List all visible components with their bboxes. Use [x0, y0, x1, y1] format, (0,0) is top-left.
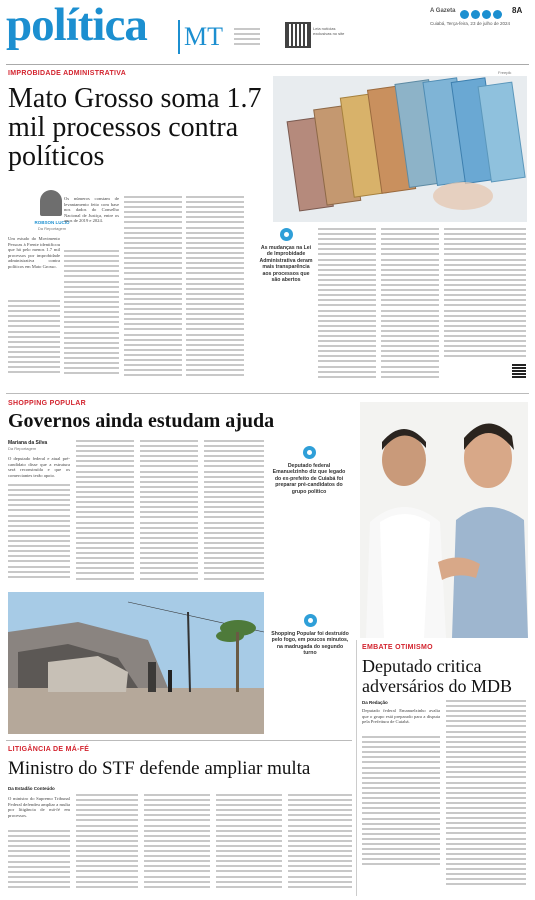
story4-kicker: LITIGÂNCIA DE MÁ-FÉ — [8, 746, 90, 753]
story2-photo2-caption: Shopping Popular foi destruído pelo fogo, em poucos minutos, na madrugada do segundo turno — [270, 614, 350, 657]
story2-author-role: Da Reportagem — [8, 446, 37, 451]
masthead — [0, 0, 535, 64]
story1-author-name: ROBSON LUCIO — [34, 220, 70, 225]
section-rule-1 — [6, 393, 529, 394]
story4-text-lines-col3 — [144, 794, 210, 894]
qr-code-icon[interactable] — [287, 24, 309, 46]
page-number: 8A — [512, 6, 523, 15]
story1-author-avatar — [40, 190, 62, 216]
story1-text-lines-col3 — [124, 196, 182, 380]
story2-text-lines-col2 — [76, 440, 134, 586]
story3-body-col1: Deputado federal Emanuelzinho avalia que o grupo está preparado para a disputa pela Prefeitura de Cuiabá. — [362, 708, 440, 725]
twitter-icon[interactable] — [482, 10, 491, 19]
qr-text: Leia notícias exclusivas no site — [313, 26, 345, 36]
story1-body-col1: Um estudo do Movimento Pessoas à Frente identificou que há pelo menos 1.7 mil processos por improbidade administrativa contra políticos em Mato Grosso. — [8, 236, 60, 269]
story1-text-lines-col5 — [318, 228, 376, 378]
story4-text-lines-col4 — [216, 794, 282, 894]
story2-text-lines-col3 — [140, 440, 198, 586]
story2-kicker: SHOPPING POPULAR — [8, 400, 86, 407]
fire-damage-photo — [8, 592, 264, 734]
story4-text-lines-col5 — [288, 794, 352, 894]
story3-text-lines-col2 — [446, 700, 526, 892]
politicians-photo — [360, 402, 528, 638]
camera-icon — [304, 614, 317, 627]
story1-text-lines-col6 — [381, 228, 439, 378]
youtube-icon[interactable] — [493, 10, 502, 19]
money-photo — [273, 76, 527, 222]
story1-body-col2: Os números constam de levantamento feito com base nos dados do Conselho Nacional de Justiça, entre os anos de 2019 e 2024. — [64, 196, 119, 224]
story4-author: Da Estadão Conteúdo — [8, 786, 55, 791]
story2-author-name: Mariana da Silva — [8, 440, 48, 446]
story1-photo-credit: Freepik — [498, 70, 512, 75]
story2-photo1-caption: Deputado federal Emanuelzinho diz que legado do ex-prefeito de Cuiabá foi preparar pré-candidatos do grupo político — [271, 446, 347, 495]
info-box — [234, 26, 262, 48]
column-rule — [356, 640, 357, 896]
story2-text-lines-col1 — [8, 484, 70, 584]
story4-text-lines-col2 — [76, 794, 138, 894]
story3-kicker: EMBATE OTIMISMO — [362, 644, 433, 651]
masthead-rule — [6, 64, 529, 65]
instagram-icon[interactable] — [471, 10, 480, 19]
edition-date: Cuiabá, Terça-feira, 23 de julho de 2024 — [430, 21, 510, 26]
story1-caption: As mudanças na Lei de Improbidade Administrativa deram mais transparência aos processos que são abertos — [258, 228, 314, 283]
story4-text-lines-col1 — [8, 830, 70, 894]
story1-kicker: IMPROBIDADE ADMINISTRATIVA — [8, 70, 127, 77]
story4-headline: Ministro do STF defende ampliar multa — [8, 758, 311, 779]
story2-text-lines-col4 — [204, 440, 264, 586]
story3-headline: Deputado critica adversários do MDB — [362, 656, 512, 696]
story3-author: Da Redação — [362, 700, 388, 705]
camera-icon — [303, 446, 316, 459]
state-label: MT — [184, 22, 223, 51]
story1-text-lines-col7 — [444, 228, 526, 358]
brand-label: A Gazeta — [430, 8, 456, 14]
story1-author-role: Da Reportagem — [37, 226, 67, 231]
story1-headline: Mato Grosso soma 1.7 mil processos contra políticos — [8, 83, 262, 172]
story3-text-lines-col1 — [362, 736, 440, 866]
facebook-icon[interactable] — [460, 10, 469, 19]
section-title: política — [6, 0, 147, 51]
camera-icon — [280, 228, 293, 241]
story2-headline: Governos ainda estudam ajuda — [8, 410, 275, 432]
story1-text-lines-col4 — [186, 196, 244, 380]
title-divider — [178, 20, 180, 54]
story2-body-col1: O deputado federal e atual pré-candidato disse que a estrutura será reconstruída e que os comerciantes terão apoio. — [8, 456, 70, 478]
share-icons — [460, 6, 504, 16]
story1-text-lines-col2 — [64, 250, 119, 380]
section-rule-2 — [6, 740, 352, 741]
story1-text-lines-col1 — [8, 300, 60, 380]
story4-body-col1: O ministro do Supremo Tribunal Federal defendeu ampliar a multa por litigância de má-fé em processos. — [8, 796, 70, 818]
story1-qr-code-icon[interactable] — [512, 364, 526, 378]
